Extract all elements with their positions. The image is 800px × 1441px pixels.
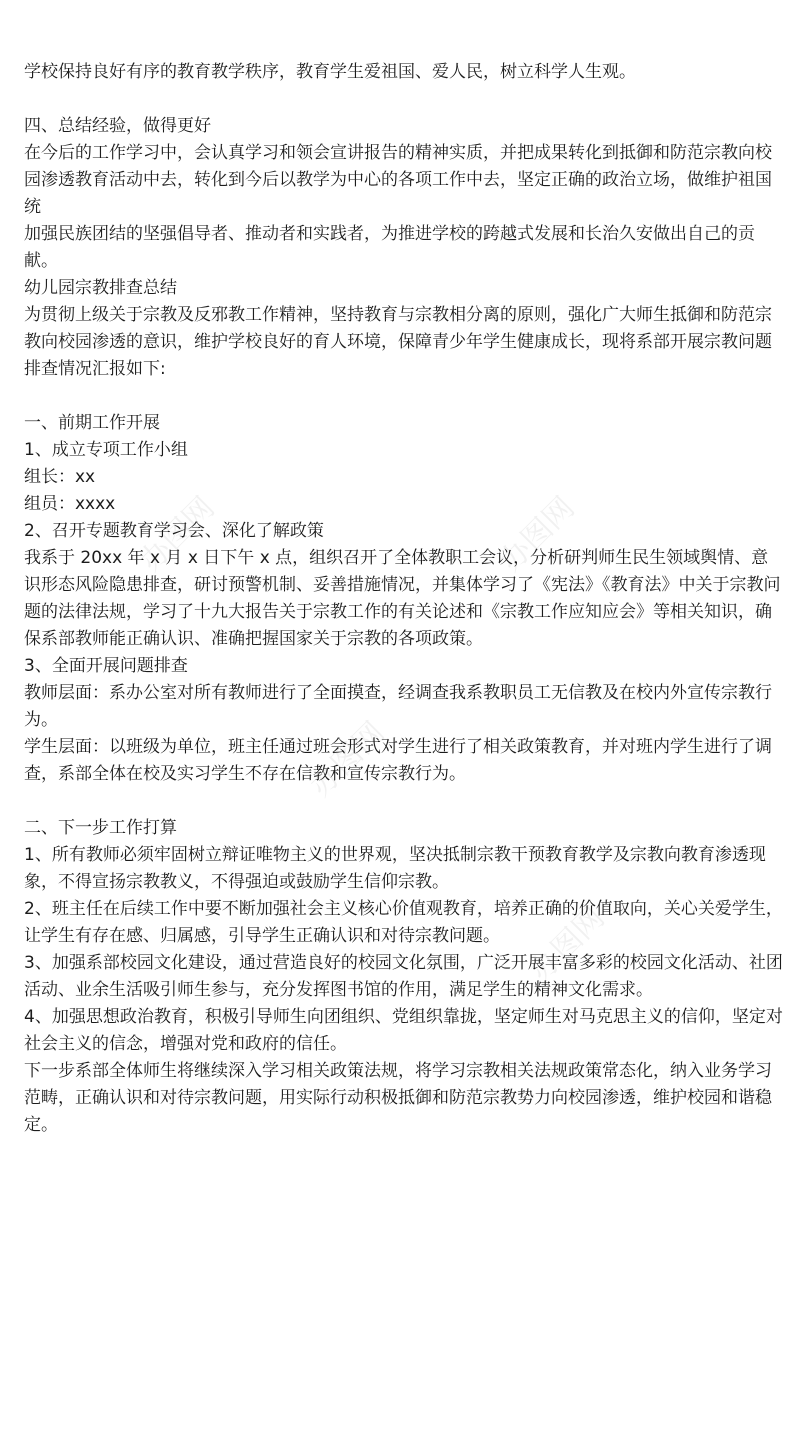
list-item: 4、加强思想政治教育，积极引导师生向团组织、党组织靠拢，坚定师生对马克思主义的信仰，坚定对社会主义的信念，增强对党和政府的信任。 — [24, 1007, 783, 1054]
list-item: 3、全面开展问题排查 — [24, 656, 188, 676]
section-heading: 四、总结经验，做得更好 — [24, 116, 211, 136]
paragraph: 我系于 20xx 年 x 月 x 日下午 x 点，组织召开了全体教职工会议，分析研判师生民生领域舆情、意识形态风险隐患排查，研讨预警机制、妥善措施情况，并集体学习了《宪法》《教育法》中关于宗教问题的法律法规，学习了十九大报告关于宗教工作的有关论述和《宗教工作应知应会》等相关知识，确保系部教师能正确认识、准确把握国家关于宗教的各项政策。 — [24, 548, 781, 649]
blank-gap — [24, 86, 784, 113]
watermark: 办图网 — [523, 900, 612, 989]
blank-gap — [24, 383, 784, 410]
document-body — [24, 0, 784, 1139]
blank-gap — [24, 788, 784, 815]
paragraph: 学校保持良好有序的教育教学秩序，教育学生爱祖国、爱人民，树立科学人生观。 — [24, 62, 636, 82]
watermark: 办图网 — [493, 490, 582, 579]
paragraph: 教师层面：系办公室对所有教师进行了全面摸查，经调查我系教职员工无信教及在校内外宣传宗教行为。 — [24, 683, 772, 730]
list-item: 1、所有教师必须牢固树立辩证唯物主义的世界观，坚决抵制宗教干预教育教学及宗教向教育渗透现象，不得宣扬宗教教义，不得强迫或鼓励学生信仰宗教。 — [24, 845, 766, 892]
watermark: 办图网 — [303, 715, 392, 804]
paragraph: 学生层面：以班级为单位，班主任通过班会形式对学生进行了相关政策教育，并对班内学生进行了调查，系部全体在校及实习学生不存在信教和宣传宗教行为。 — [24, 737, 772, 784]
list-item: 3、加强系部校园文化建设，通过营造良好的校园文化氛围，广泛开展丰富多彩的校园文化活动、社团活动、业余生活吸引师生参与，充分发挥图书馆的作用，满足学生的精神文化需求。 — [24, 953, 783, 1000]
watermark: 办图网 — [133, 490, 222, 579]
paragraph: 在今后的工作学习中，会认真学习和领会宣讲报告的精神实质，并把成果转化到抵御和防范宗教向校园渗透教育活动中去，转化到今后以教学为中心的各项工作中去，坚定正确的政治立场，做维护祖国统 — [24, 143, 772, 217]
blank-gap — [24, 5, 784, 59]
paragraph: 组员：xxxx — [24, 494, 116, 514]
document-title: 幼儿园宗教排查总结 — [24, 278, 177, 298]
paragraph — [24, 0, 784, 5]
paragraph: 为贯彻上级关于宗教及反邪教工作精神，坚持教育与宗教相分离的原则，强化广大师生抵御和防范宗教向校园渗透的意识，维护学校良好的育人环境，保障青少年学生健康成长，现将系部开展宗教问题排查情况汇报如下: — [24, 305, 772, 379]
list-item: 2、班主任在后续工作中要不断加强社会主义核心价值观教育，培养正确的价值取向，关心关爱学生，让学生有存在感、归属感，引导学生正确认识和对待宗教问题。 — [24, 899, 783, 946]
list-item: 1、成立专项工作小组 — [24, 440, 188, 460]
paragraph: 组长：xx — [24, 467, 96, 487]
section-heading: 二、下一步工作打算 — [24, 818, 177, 838]
paragraph: 加强民族团结的坚强倡导者、推动者和实践者，为推进学校的跨越式发展和长治久安做出自己的贡献。 — [24, 224, 755, 271]
list-item: 2、召开专题教育学习会、深化了解政策 — [24, 521, 324, 541]
paragraph: 下一步系部全体师生将继续深入学习相关政策法规，将学习宗教相关法规政策常态化，纳入业务学习范畴，正确认识和对待宗教问题，用实际行动积极抵御和防范宗教势力向校园渗透，维护校园和谐稳定。 — [24, 1061, 772, 1135]
section-heading: 一、前期工作开展 — [24, 413, 160, 433]
